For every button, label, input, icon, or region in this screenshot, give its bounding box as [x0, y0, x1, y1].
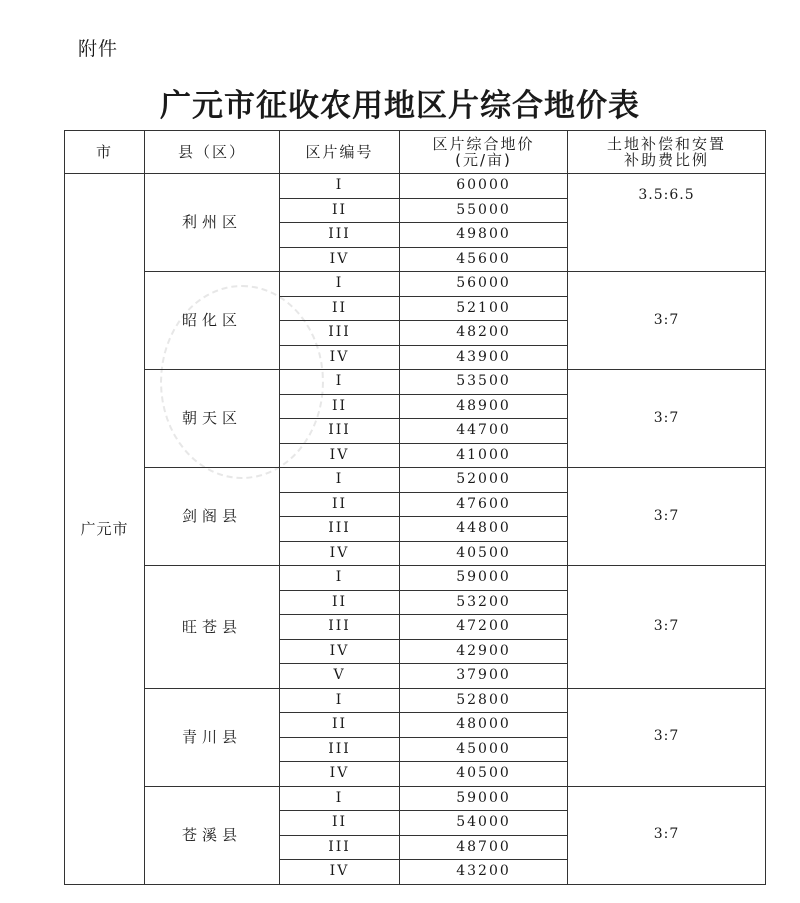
zone-cell: III [280, 321, 400, 346]
col-header-zone: 区片编号 [280, 131, 400, 174]
col-header-ratio-line1: 土地补偿和安置 [606, 134, 726, 153]
zone-cell: III [280, 223, 400, 248]
table-row [65, 370, 766, 395]
zone-cell: III [280, 737, 400, 762]
county-cell: 苍溪县 [145, 786, 280, 884]
col-header-county: 县（区） [145, 131, 280, 174]
zone-cell: I [280, 272, 400, 297]
ratio-cell: 3:7 [568, 688, 766, 786]
zone-cell: I [280, 468, 400, 493]
zone-cell: III [280, 517, 400, 542]
zone-cell: II [280, 811, 400, 836]
county-cell: 旺苍县 [145, 566, 280, 689]
price-cell: 44800 [400, 517, 568, 542]
zone-cell: IV [280, 443, 400, 468]
col-header-city: 市 [65, 131, 145, 174]
ratio-cell: 3:7 [568, 566, 766, 689]
table-header-row [65, 131, 766, 174]
price-cell: 59000 [400, 786, 568, 811]
table-row [65, 786, 766, 811]
zone-cell: I [280, 174, 400, 199]
price-cell: 53500 [400, 370, 568, 395]
zone-cell: I [280, 370, 400, 395]
county-cell: 利州区 [145, 174, 280, 272]
price-cell: 48200 [400, 321, 568, 346]
price-cell: 59000 [400, 566, 568, 591]
zone-cell: III [280, 835, 400, 860]
price-cell: 44700 [400, 419, 568, 444]
zone-cell: II [280, 590, 400, 615]
table-row [65, 174, 766, 199]
zone-cell: IV [280, 860, 400, 885]
zone-cell: III [280, 419, 400, 444]
table-row [65, 688, 766, 713]
county-cell: 昭化区 [145, 272, 280, 370]
zone-cell: IV [280, 639, 400, 664]
price-cell: 52100 [400, 296, 568, 321]
price-cell: 55000 [400, 198, 568, 223]
county-cell: 青川县 [145, 688, 280, 786]
zone-cell: IV [280, 247, 400, 272]
county-cell: 朝天区 [145, 370, 280, 468]
price-cell: 48700 [400, 835, 568, 860]
zone-cell: IV [280, 762, 400, 787]
price-cell: 48900 [400, 394, 568, 419]
price-cell: 47200 [400, 615, 568, 640]
price-cell: 40500 [400, 541, 568, 566]
ratio-cell: 3:7 [568, 468, 766, 566]
zone-cell: IV [280, 541, 400, 566]
zone-cell: II [280, 198, 400, 223]
ratio-cell: 3.5:6.5 [568, 174, 766, 272]
zone-cell: II [280, 492, 400, 517]
col-header-price [400, 131, 568, 174]
price-cell: 40500 [400, 762, 568, 787]
zone-cell: V [280, 664, 400, 689]
attachment-label: 附件 [78, 38, 119, 60]
zone-cell: III [280, 615, 400, 640]
land-price-table [64, 130, 766, 885]
price-cell: 48000 [400, 713, 568, 738]
zone-cell: I [280, 566, 400, 591]
zone-cell: II [280, 296, 400, 321]
col-header-price-line2: (元/亩) [455, 151, 512, 169]
ratio-cell: 3:7 [568, 786, 766, 884]
price-cell: 45000 [400, 737, 568, 762]
ratio-cell: 3:7 [568, 370, 766, 468]
price-cell: 60000 [400, 174, 568, 199]
price-cell: 47600 [400, 492, 568, 517]
price-cell: 43900 [400, 345, 568, 370]
price-cell: 53200 [400, 590, 568, 615]
city-cell: 广元市 [65, 174, 145, 885]
price-cell: 43200 [400, 860, 568, 885]
zone-cell: I [280, 688, 400, 713]
zone-cell: I [280, 786, 400, 811]
table-row [65, 468, 766, 493]
ratio-cell: 3:7 [568, 272, 766, 370]
price-cell: 52800 [400, 688, 568, 713]
table-row [65, 566, 766, 591]
col-header-ratio [568, 131, 766, 174]
zone-cell: II [280, 713, 400, 738]
county-cell: 剑阁县 [145, 468, 280, 566]
zone-cell: IV [280, 345, 400, 370]
zone-cell: II [280, 394, 400, 419]
price-cell: 49800 [400, 223, 568, 248]
col-header-ratio-line2: 补助费比例 [623, 151, 709, 169]
table-row [65, 272, 766, 297]
table-body [65, 174, 766, 885]
price-cell: 42900 [400, 639, 568, 664]
price-cell: 54000 [400, 811, 568, 836]
price-cell: 41000 [400, 443, 568, 468]
price-cell: 45600 [400, 247, 568, 272]
price-cell: 52000 [400, 468, 568, 493]
page-title: 广元市征收农用地区片综合地价表 [160, 88, 640, 124]
price-cell: 37900 [400, 664, 568, 689]
price-cell: 56000 [400, 272, 568, 297]
col-header-price-line1: 区片综合地价 [432, 134, 535, 153]
